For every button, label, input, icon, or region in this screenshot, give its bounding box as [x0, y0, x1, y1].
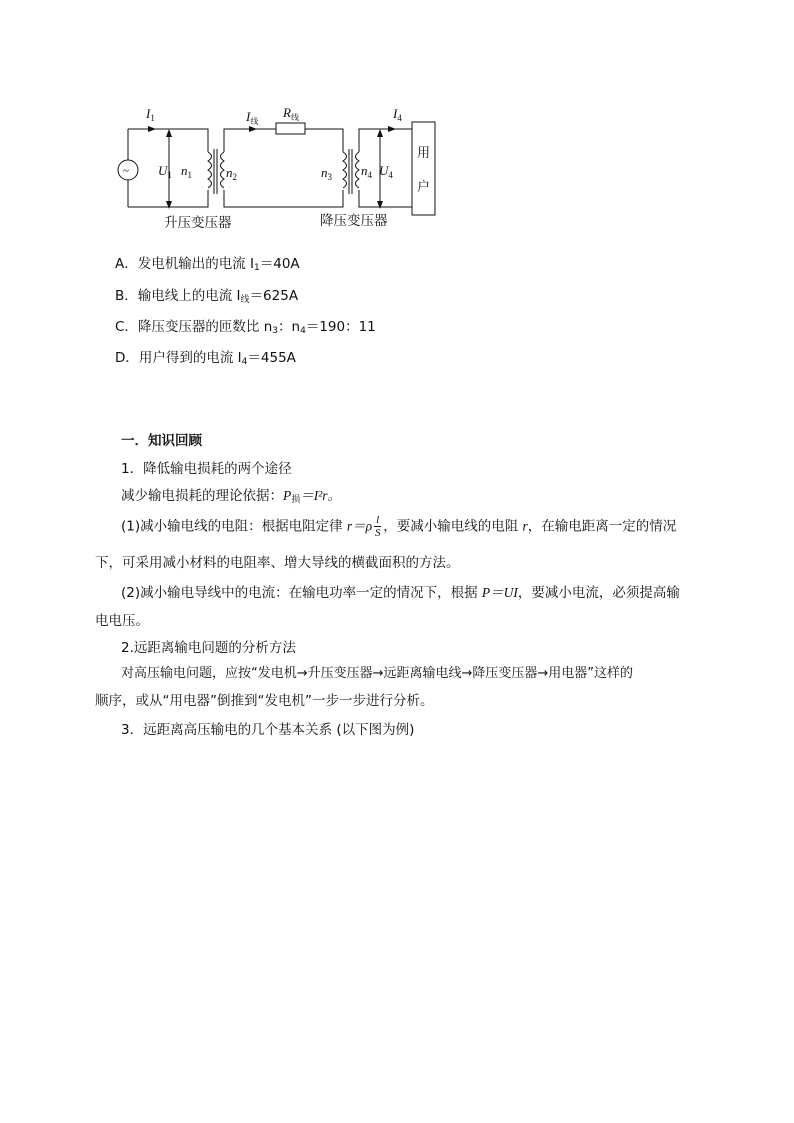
mid-wire-top-right: [305, 129, 343, 152]
u4-arrow-up: [377, 129, 383, 137]
section-2-title: 2.远距离输电问题的分析方法: [121, 640, 296, 656]
generator-tilde: ~: [123, 165, 129, 177]
user-box-char-1: 用: [417, 146, 431, 161]
right-wire-top: [359, 129, 412, 152]
right-wire-bottom: [359, 190, 412, 207]
coil-n1: [208, 152, 212, 188]
section-1-basis: 减少输电损耗的理论依据：$P_损=I^2r$。: [121, 488, 342, 505]
label-i1: $I_1$: [146, 106, 155, 123]
user-box-char-2: 户: [417, 180, 431, 195]
option-c: C．降压变压器的匝数比 $n_3$：$n_4=190$：11: [115, 319, 376, 336]
section-3-title: 3．远距离高压输电的几个基本关系 (以下图为例): [121, 722, 415, 738]
label-step-up-transformer: 升压变压器: [164, 215, 232, 231]
paragraph-1-line-1: (1)减小输电线的电阻：根据电阻定律 r＝ρ $\frac{l}{S}$ ，要减小输电线的电阻 r，在输电距离一定的情况: [121, 514, 677, 539]
u1-arrow-down: [166, 201, 172, 209]
option-d: D．用户得到的电流 $I_4=455A$: [115, 350, 296, 367]
iline-arrow-head: [249, 126, 257, 132]
paragraph-2-line-1: (2)减小输电导线中的电流：在输电功率一定的情况下，根据 P＝UI，要减小电流，必须提高输: [121, 585, 680, 601]
step-down-core: [349, 149, 352, 194]
i1-arrow-head: [148, 126, 156, 132]
label-step-down-transformer: 降压变压器: [320, 213, 388, 229]
review-heading: 一．知识回顾: [121, 433, 202, 449]
mid-wire-bottom: [224, 190, 343, 207]
label-iline: $I_线$: [246, 109, 259, 126]
label-i4: $I_4$: [393, 106, 402, 123]
label-u1: $U_1$: [158, 163, 172, 180]
coil-n3: [343, 152, 347, 188]
u4-arrow-down: [377, 201, 383, 209]
label-rline: $R_线$: [283, 105, 299, 122]
option-b: B．输电线上的电流 $I_线=625A$: [115, 288, 299, 305]
paragraph-2-line-2: 电电压。: [95, 613, 149, 629]
coil-n4: [356, 152, 360, 188]
mid-wire-top-left: [224, 129, 276, 152]
label-u4: $U_4$: [379, 163, 393, 180]
label-n3: $n_3$: [321, 165, 332, 182]
coil-n2: [221, 152, 225, 188]
section-2-line-1: 对高压输电问题，应按“发电机→升压变压器→远距离输电线→降压变压器→用电器”这样的: [121, 666, 634, 681]
transmission-circuit-diagram: [108, 102, 448, 232]
resistor-rline: [276, 123, 305, 134]
paragraph-1-line-2: 下，可采用减小材料的电阻率、增大导线的横截面积的方法。: [95, 555, 460, 571]
section-1-title: 1．降低输电损耗的两个途径: [121, 461, 292, 477]
u1-arrow-up: [166, 129, 172, 137]
fraction-l-over-s: $\frac{l}{S}$: [374, 514, 381, 539]
option-a: A．发电机输出的电流 $I_1=40A$: [115, 256, 300, 273]
i4-arrow-head: [388, 126, 396, 132]
label-n2: $n_2$: [226, 165, 237, 182]
step-up-core: [214, 149, 217, 194]
label-n4: $n_4$: [361, 163, 372, 180]
section-2-line-2: 顺序，或从“用电器”倒推到“发电机”一步一步进行分析。: [95, 693, 434, 709]
user-box: [412, 122, 435, 215]
label-n1: $n_1$: [181, 163, 192, 180]
